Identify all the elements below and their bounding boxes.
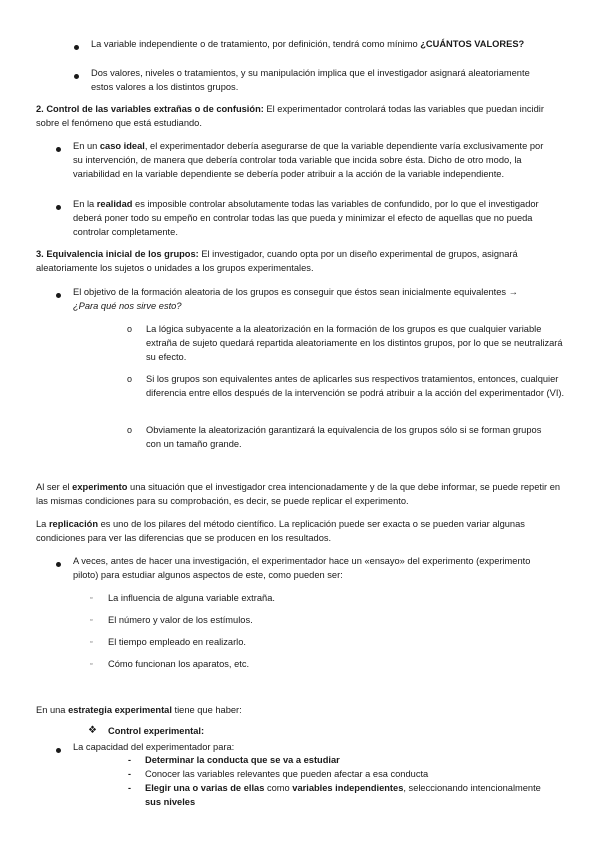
bullet-text: , el experimentador debería asegurarse de que la variable dependiente varía exclusivamente por su intervención, de manera que debería controlar toda variable que incida sobre ésta. Dicho de otro modo, la variabilidad en la variable dependiente se debería poder atribuir a la acción de la variable independiente.	[73, 141, 544, 179]
section-3-text: El investigador, cuando opta por un diseño experimental de grupos, asignará aleatoriamente los sujetos o unidades a los grupos experimentales.	[36, 249, 518, 273]
dash-icon: -	[128, 769, 131, 779]
top-bullet-1-bold: ¿CUÁNTOS VALORES?	[420, 39, 525, 49]
paragraph-text: La	[36, 519, 49, 529]
paragraph-text: tiene que haber:	[171, 705, 242, 715]
bullet-italic: ¿Para qué nos sirve esto?	[73, 301, 182, 311]
ensayo-bullet: A veces, antes de hacer una investigación, el experimentador hace un «ensayo» del experimento (experimento piloto) para estudiar algunos aspectos de este, como pueden ser:	[73, 556, 531, 580]
top-bullet-1-text: La variable independiente o de tratamiento, por definición, tendrá como mínimo	[91, 39, 421, 49]
replicacion-paragraph	[36, 517, 566, 545]
section-3-sub-3: Obviamente la aleatorización garantizará la equivalencia de los grupos sólo si se forman grupos con un tamaño grande.	[146, 425, 542, 449]
dash-item-bold: variables independientes	[292, 783, 404, 793]
section-3-sub-1: La lógica subyacente a la aleatorización en la formación de los grupos es que cualquier variable extraña de sujeto quedará repartida aleatoriamente en los distintos grupos, por lo que se neutralizará su efecto.	[146, 324, 563, 362]
top-bullet-2: Dos valores, niveles o tratamientos, y su manipulación implica que el investigador asignará aleatoriamente estos valores a los distintos grupos.	[91, 68, 530, 92]
section-3-heading: 3. Equivalencia inicial de los grupos:	[36, 249, 199, 259]
diamond-ornament-icon: ❖	[88, 725, 97, 736]
capacidad-bullet: La capacidad del experimentador para:	[73, 742, 235, 752]
section-3-bullet	[73, 285, 538, 313]
ensayo-item-1: La influencia de alguna variable extraña.	[108, 593, 275, 603]
square-bullet-icon: ▫	[90, 617, 93, 624]
ensayo-item-3: El tiempo empleado en realizarlo.	[108, 637, 246, 647]
sub-bullet-icon: o	[127, 425, 133, 435]
bullet-bold: realidad	[96, 199, 133, 209]
dash-item-bold: Elegir una o varias de ellas	[145, 783, 265, 793]
paragraph-bold: estrategia experimental	[68, 705, 172, 715]
paragraph-bold: replicación	[48, 519, 99, 529]
dash-item-3	[145, 781, 545, 809]
estrategia-paragraph	[36, 703, 566, 717]
experimento-paragraph	[36, 480, 566, 508]
paragraph-text: Al ser el	[36, 482, 73, 492]
section-2-bullet-2	[73, 197, 553, 239]
dash-icon: -	[128, 783, 131, 793]
paragraph-text: es uno de los pilares del método científico. La replicación puede ser exacta o se pueden variar algunas condiciones para ver las diferencias que se producen en los resultados.	[36, 519, 525, 543]
bullet-bold: caso ideal	[99, 141, 145, 151]
section-2-bullet-1	[73, 139, 553, 181]
bullet-icon	[56, 288, 61, 302]
control-experimental-heading	[108, 724, 408, 738]
section-3-paragraph	[36, 247, 556, 275]
paragraph-text: En una	[36, 705, 69, 715]
top-bullet-1	[91, 37, 551, 51]
section-2-text: El experimentador controlará todas las variables que puedan incidir sobre el fenómeno que está estudiando.	[36, 104, 544, 128]
section-3-sub-2: Si los grupos son equivalentes antes de aplicarles sus respectivos tratamientos, entonces, cualquier diferencia entre ellos después de la intervención se podrá atribuir a la acción del experimentador (VI).	[146, 374, 565, 398]
bullet-icon	[74, 40, 79, 54]
control-heading-text: Control experimental:	[108, 726, 205, 736]
bullet-icon	[56, 557, 61, 571]
bullet-icon	[74, 69, 79, 83]
bullet-text: En la	[73, 199, 97, 209]
dash-item-text: como	[264, 783, 293, 793]
sub-bullet-icon: o	[127, 374, 133, 384]
dash-icon: -	[128, 755, 131, 765]
bullet-text: El objetivo de la formación aleatoria de los grupos es conseguir que éstos sean inicialmente equivalentes →	[73, 287, 518, 297]
square-bullet-icon: ▫	[90, 661, 93, 668]
dash-item-text: , seleccionando intencionalmente	[403, 783, 541, 793]
dash-item-bold: sus niveles	[145, 797, 196, 807]
paragraph-bold: experimento	[72, 482, 128, 492]
dash-item-2: Conocer las variables relevantes que pueden afectar a esa conducta	[145, 769, 429, 779]
bullet-icon	[56, 200, 61, 214]
bullet-icon	[56, 142, 61, 156]
bullet-icon	[56, 743, 61, 757]
dash-item-1	[145, 753, 545, 767]
square-bullet-icon: ▫	[90, 639, 93, 646]
sub-bullet-icon: o	[127, 324, 133, 334]
ensayo-item-4: Cómo funcionan los aparatos, etc.	[108, 659, 250, 669]
section-2-heading: 2. Control de las variables extrañas o de confusión:	[36, 104, 264, 114]
square-bullet-icon: ▫	[90, 595, 93, 602]
dash-item-bold: Determinar la conducta que se va a estudiar	[145, 755, 340, 765]
paragraph-text: una situación que el investigador crea intencionadamente y de la que debe informar, se puede repetir en las mismas condiciones para su comprobación, es decir, se puede replicar el experimento.	[36, 482, 561, 506]
ensayo-item-2: El número y valor de los estímulos.	[108, 615, 253, 625]
section-2-paragraph	[36, 102, 556, 130]
bullet-text: es imposible controlar absolutamente todas las variables de confundido, por lo que el investigador deberá poner todo su empeño en controlar todas las que pueda y minimizar el efecto de aquellas que no pueda controlar completamente.	[73, 199, 539, 237]
bullet-text: En un	[73, 141, 100, 151]
